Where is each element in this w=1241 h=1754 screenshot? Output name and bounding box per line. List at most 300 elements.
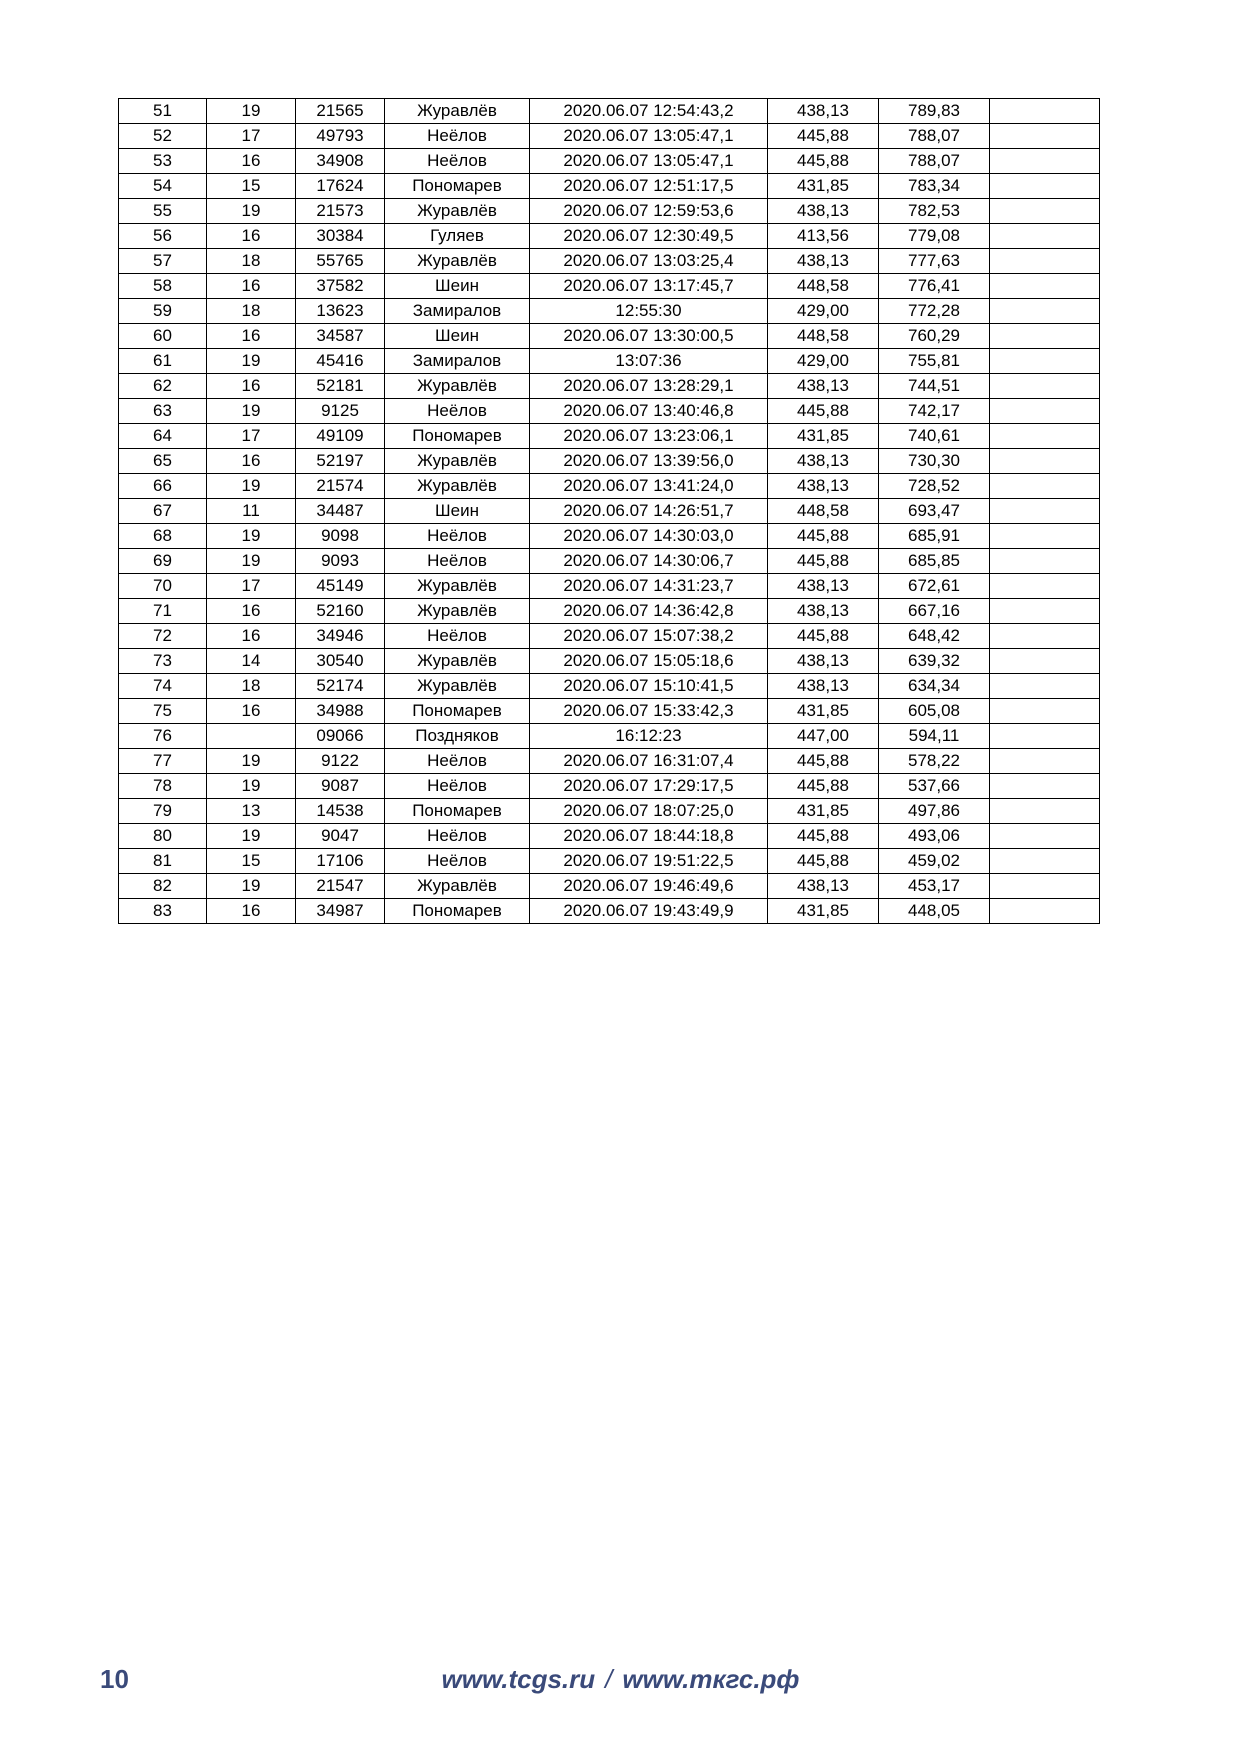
table-cell: 52174 <box>296 674 385 699</box>
table-cell: 57 <box>119 249 207 274</box>
table-cell: 445,88 <box>768 399 879 424</box>
table-cell <box>990 574 1100 599</box>
table-cell: 19 <box>207 199 296 224</box>
table-cell: 34987 <box>296 899 385 924</box>
table-cell: 2020.06.07 15:05:18,6 <box>530 649 768 674</box>
table-cell: 445,88 <box>768 824 879 849</box>
table-cell: 438,13 <box>768 599 879 624</box>
table-cell: 2020.06.07 13:41:24,0 <box>530 474 768 499</box>
table-cell: 445,88 <box>768 849 879 874</box>
table-cell: Неёлов <box>385 399 530 424</box>
table-cell: 34487 <box>296 499 385 524</box>
table-cell: 16 <box>207 899 296 924</box>
table-cell: 2020.06.07 15:07:38,2 <box>530 624 768 649</box>
table-cell: 75 <box>119 699 207 724</box>
table-cell: 429,00 <box>768 349 879 374</box>
table-cell: 2020.06.07 15:10:41,5 <box>530 674 768 699</box>
table-row <box>119 199 1100 224</box>
table-row <box>119 224 1100 249</box>
table-cell: Журавлёв <box>385 199 530 224</box>
table-cell: 77 <box>119 749 207 774</box>
table-cell: 69 <box>119 549 207 574</box>
table-row <box>119 599 1100 624</box>
table-cell <box>990 299 1100 324</box>
table-row <box>119 724 1100 749</box>
table-cell: 45416 <box>296 349 385 374</box>
table-cell: 62 <box>119 374 207 399</box>
table-row <box>119 774 1100 799</box>
table-cell: 18 <box>207 299 296 324</box>
table-cell: 438,13 <box>768 374 879 399</box>
table-cell: 19 <box>207 474 296 499</box>
table-cell: 2020.06.07 13:03:25,4 <box>530 249 768 274</box>
table-cell: 17 <box>207 574 296 599</box>
table-cell: Неёлов <box>385 549 530 574</box>
table-cell: 64 <box>119 424 207 449</box>
table-cell: 755,81 <box>879 349 990 374</box>
table-row <box>119 374 1100 399</box>
table-cell: 634,34 <box>879 674 990 699</box>
table-cell: 14 <box>207 649 296 674</box>
table-cell: 648,42 <box>879 624 990 649</box>
table-row <box>119 399 1100 424</box>
table-cell <box>990 774 1100 799</box>
table-cell: 9047 <box>296 824 385 849</box>
table-cell: 16:12:23 <box>530 724 768 749</box>
table-cell: 52181 <box>296 374 385 399</box>
table-row <box>119 124 1100 149</box>
table-row <box>119 149 1100 174</box>
table-cell: 9087 <box>296 774 385 799</box>
table-cell: 782,53 <box>879 199 990 224</box>
table-cell <box>990 399 1100 424</box>
table-cell: 16 <box>207 599 296 624</box>
table-cell: 34946 <box>296 624 385 649</box>
table-cell <box>990 149 1100 174</box>
table-cell: Пономарев <box>385 424 530 449</box>
table-cell: 431,85 <box>768 899 879 924</box>
table-cell: 34908 <box>296 149 385 174</box>
table-cell: 76 <box>119 724 207 749</box>
table-cell: 16 <box>207 149 296 174</box>
table-row <box>119 99 1100 124</box>
table-cell: 2020.06.07 18:07:25,0 <box>530 799 768 824</box>
table-cell: 2020.06.07 14:30:06,7 <box>530 549 768 574</box>
table-cell: 2020.06.07 19:51:22,5 <box>530 849 768 874</box>
table-cell <box>990 349 1100 374</box>
table-row <box>119 899 1100 924</box>
table-cell: 19 <box>207 874 296 899</box>
table-cell: 14538 <box>296 799 385 824</box>
table-cell: 61 <box>119 349 207 374</box>
table-cell: 779,08 <box>879 224 990 249</box>
table-row <box>119 574 1100 599</box>
table-cell: 52160 <box>296 599 385 624</box>
table-cell <box>990 474 1100 499</box>
table-cell: Журавлёв <box>385 374 530 399</box>
table-cell <box>990 524 1100 549</box>
table-cell: Неёлов <box>385 774 530 799</box>
results-table-body <box>119 99 1100 924</box>
table-cell: 18 <box>207 674 296 699</box>
table-cell: 81 <box>119 849 207 874</box>
table-cell: 459,02 <box>879 849 990 874</box>
table-cell <box>990 99 1100 124</box>
table-cell: 16 <box>207 624 296 649</box>
table-cell: 19 <box>207 549 296 574</box>
table-cell: 19 <box>207 524 296 549</box>
table-cell: 445,88 <box>768 524 879 549</box>
table-cell: 60 <box>119 324 207 349</box>
table-cell: 49109 <box>296 424 385 449</box>
table-cell: Неёлов <box>385 749 530 774</box>
table-cell: 2020.06.07 13:05:47,1 <box>530 149 768 174</box>
table-cell: 70 <box>119 574 207 599</box>
table-row <box>119 324 1100 349</box>
table-cell <box>990 249 1100 274</box>
table-cell: 685,85 <box>879 549 990 574</box>
table-row <box>119 824 1100 849</box>
table-cell: Журавлёв <box>385 874 530 899</box>
table-cell <box>990 374 1100 399</box>
table-cell: Пономарев <box>385 799 530 824</box>
table-cell: Замиралов <box>385 299 530 324</box>
table-cell: 16 <box>207 449 296 474</box>
table-cell <box>990 324 1100 349</box>
table-cell: 2020.06.07 14:26:51,7 <box>530 499 768 524</box>
table-row <box>119 649 1100 674</box>
table-cell: 777,63 <box>879 249 990 274</box>
table-cell: 445,88 <box>768 549 879 574</box>
table-cell: Журавлёв <box>385 449 530 474</box>
table-cell: 17624 <box>296 174 385 199</box>
table-cell: 2020.06.07 13:40:46,8 <box>530 399 768 424</box>
table-cell: 2020.06.07 19:46:49,6 <box>530 874 768 899</box>
table-row <box>119 274 1100 299</box>
table-row <box>119 874 1100 899</box>
table-cell: 2020.06.07 15:33:42,3 <box>530 699 768 724</box>
table-row <box>119 524 1100 549</box>
table-cell: 13623 <box>296 299 385 324</box>
table-cell: Журавлёв <box>385 99 530 124</box>
table-cell: 74 <box>119 674 207 699</box>
table-cell: 744,51 <box>879 374 990 399</box>
table-cell: 52 <box>119 124 207 149</box>
table-cell <box>990 174 1100 199</box>
table-cell: 431,85 <box>768 424 879 449</box>
table-cell: Неёлов <box>385 149 530 174</box>
table-cell: 19 <box>207 774 296 799</box>
table-cell: 17 <box>207 124 296 149</box>
table-cell: 66 <box>119 474 207 499</box>
table-cell: 672,61 <box>879 574 990 599</box>
footer-link-tkgs[interactable]: www.ткгс.рф <box>622 1664 800 1694</box>
table-cell: 13:07:36 <box>530 349 768 374</box>
table-cell: 2020.06.07 13:05:47,1 <box>530 124 768 149</box>
table-cell: Журавлёв <box>385 474 530 499</box>
footer-separator: / <box>605 1664 613 1694</box>
table-cell: 445,88 <box>768 149 879 174</box>
table-cell: 45149 <box>296 574 385 599</box>
table-cell <box>990 724 1100 749</box>
table-row <box>119 424 1100 449</box>
table-cell: Журавлёв <box>385 649 530 674</box>
table-cell: Журавлёв <box>385 674 530 699</box>
table-cell <box>990 649 1100 674</box>
table-cell: 83 <box>119 899 207 924</box>
table-cell: 2020.06.07 13:28:29,1 <box>530 374 768 399</box>
table-cell: 2020.06.07 12:30:49,5 <box>530 224 768 249</box>
table-cell: 730,30 <box>879 449 990 474</box>
table-cell <box>990 424 1100 449</box>
table-row <box>119 449 1100 474</box>
table-cell <box>990 674 1100 699</box>
table-cell: 19 <box>207 399 296 424</box>
table-cell: 445,88 <box>768 774 879 799</box>
table-cell: 438,13 <box>768 874 879 899</box>
table-cell: 788,07 <box>879 124 990 149</box>
table-cell: 59 <box>119 299 207 324</box>
table-cell: 68 <box>119 524 207 549</box>
table-cell: Неёлов <box>385 524 530 549</box>
table-cell: 453,17 <box>879 874 990 899</box>
table-cell <box>990 749 1100 774</box>
table-row <box>119 299 1100 324</box>
table-cell: 16 <box>207 224 296 249</box>
table-cell: 16 <box>207 324 296 349</box>
table-cell: 9093 <box>296 549 385 574</box>
footer-links <box>0 1664 1241 1695</box>
table-cell: Замиралов <box>385 349 530 374</box>
table-cell: 448,58 <box>768 274 879 299</box>
table-cell: 431,85 <box>768 799 879 824</box>
footer-link-tcgs[interactable]: www.tcgs.ru <box>441 1664 596 1694</box>
table-cell: 772,28 <box>879 299 990 324</box>
table-cell: 9122 <box>296 749 385 774</box>
table-cell: Пономарев <box>385 174 530 199</box>
table-cell <box>990 499 1100 524</box>
table-row <box>119 749 1100 774</box>
table-cell: 49793 <box>296 124 385 149</box>
table-cell: 448,58 <box>768 499 879 524</box>
table-cell: 18 <box>207 249 296 274</box>
table-cell: Пономарев <box>385 899 530 924</box>
page-number: 10 <box>100 1664 129 1694</box>
table-cell: 605,08 <box>879 699 990 724</box>
table-cell: Поздняков <box>385 724 530 749</box>
table-cell: 438,13 <box>768 99 879 124</box>
table-cell: 58 <box>119 274 207 299</box>
table-cell: 438,13 <box>768 249 879 274</box>
table-cell: 19 <box>207 749 296 774</box>
table-cell: 2020.06.07 19:43:49,9 <box>530 899 768 924</box>
table-cell: 2020.06.07 18:44:18,8 <box>530 824 768 849</box>
table-cell: 9125 <box>296 399 385 424</box>
table-cell: Неёлов <box>385 624 530 649</box>
table-cell: Шеин <box>385 499 530 524</box>
table-cell: 21547 <box>296 874 385 899</box>
table-cell: 73 <box>119 649 207 674</box>
table-cell: 56 <box>119 224 207 249</box>
table-cell: 80 <box>119 824 207 849</box>
table-cell: 19 <box>207 99 296 124</box>
table-cell: 438,13 <box>768 674 879 699</box>
table-cell: 21574 <box>296 474 385 499</box>
table-cell <box>990 549 1100 574</box>
table-cell: Неёлов <box>385 849 530 874</box>
table-cell: 639,32 <box>879 649 990 674</box>
table-cell: 438,13 <box>768 649 879 674</box>
table-cell: Неёлов <box>385 124 530 149</box>
table-cell: 63 <box>119 399 207 424</box>
table-cell: 2020.06.07 13:30:00,5 <box>530 324 768 349</box>
table-cell: Пономарев <box>385 699 530 724</box>
table-cell: 2020.06.07 13:23:06,1 <box>530 424 768 449</box>
table-cell <box>990 124 1100 149</box>
table-cell: 2020.06.07 13:17:45,7 <box>530 274 768 299</box>
table-cell: 685,91 <box>879 524 990 549</box>
table-cell: 693,47 <box>879 499 990 524</box>
table-cell: Шеин <box>385 324 530 349</box>
table-cell <box>990 199 1100 224</box>
table-cell: 15 <box>207 174 296 199</box>
table-cell: 578,22 <box>879 749 990 774</box>
table-cell: 17 <box>207 424 296 449</box>
table-cell <box>990 849 1100 874</box>
table-cell: 493,06 <box>879 824 990 849</box>
table-cell: 2020.06.07 14:36:42,8 <box>530 599 768 624</box>
table-cell: 728,52 <box>879 474 990 499</box>
table-row <box>119 624 1100 649</box>
table-cell: 16 <box>207 274 296 299</box>
table-cell: 537,66 <box>879 774 990 799</box>
table-cell: 431,85 <box>768 174 879 199</box>
table-cell: 445,88 <box>768 624 879 649</box>
table-cell: 2020.06.07 14:30:03,0 <box>530 524 768 549</box>
table-cell: 34988 <box>296 699 385 724</box>
table-cell <box>990 224 1100 249</box>
table-cell: 2020.06.07 12:54:43,2 <box>530 99 768 124</box>
table-cell: Неёлов <box>385 824 530 849</box>
table-cell: 760,29 <box>879 324 990 349</box>
table-cell: 16 <box>207 374 296 399</box>
table-row <box>119 249 1100 274</box>
table-cell: 445,88 <box>768 749 879 774</box>
table-cell <box>990 874 1100 899</box>
table-cell <box>990 624 1100 649</box>
table-cell: 9098 <box>296 524 385 549</box>
table-cell: 776,41 <box>879 274 990 299</box>
table-cell: 2020.06.07 12:59:53,6 <box>530 199 768 224</box>
table-cell <box>990 449 1100 474</box>
table-cell: 788,07 <box>879 149 990 174</box>
table-cell: 740,61 <box>879 424 990 449</box>
table-row <box>119 499 1100 524</box>
table-cell <box>990 799 1100 824</box>
table-cell: 30540 <box>296 649 385 674</box>
table-cell: Шеин <box>385 274 530 299</box>
table-cell: 21573 <box>296 199 385 224</box>
table-cell: 16 <box>207 699 296 724</box>
table-cell: 438,13 <box>768 199 879 224</box>
table-row <box>119 699 1100 724</box>
table-cell <box>207 724 296 749</box>
table-cell: 52197 <box>296 449 385 474</box>
table-cell: Гуляев <box>385 224 530 249</box>
table-cell: 497,86 <box>879 799 990 824</box>
table-cell: 447,00 <box>768 724 879 749</box>
table-cell: 15 <box>207 849 296 874</box>
table-row <box>119 474 1100 499</box>
table-cell: 783,34 <box>879 174 990 199</box>
table-cell: 55 <box>119 199 207 224</box>
table-cell: 789,83 <box>879 99 990 124</box>
table-cell: 65 <box>119 449 207 474</box>
table-cell: Журавлёв <box>385 599 530 624</box>
table-cell: 2020.06.07 12:51:17,5 <box>530 174 768 199</box>
table-row <box>119 174 1100 199</box>
table-row <box>119 349 1100 374</box>
table-cell <box>990 899 1100 924</box>
table-cell: 448,05 <box>879 899 990 924</box>
table-cell: 2020.06.07 14:31:23,7 <box>530 574 768 599</box>
table-cell: 09066 <box>296 724 385 749</box>
table-cell: 742,17 <box>879 399 990 424</box>
table-cell: 438,13 <box>768 449 879 474</box>
table-cell: 17106 <box>296 849 385 874</box>
table-cell <box>990 274 1100 299</box>
table-row <box>119 674 1100 699</box>
table-cell: 30384 <box>296 224 385 249</box>
table-cell: 12:55:30 <box>530 299 768 324</box>
table-cell: 445,88 <box>768 124 879 149</box>
table-cell: 19 <box>207 349 296 374</box>
table-cell: 2020.06.07 17:29:17,5 <box>530 774 768 799</box>
table-cell: 78 <box>119 774 207 799</box>
table-cell: 51 <box>119 99 207 124</box>
table-cell: 72 <box>119 624 207 649</box>
table-cell: 2020.06.07 13:39:56,0 <box>530 449 768 474</box>
table-cell <box>990 824 1100 849</box>
table-cell <box>990 699 1100 724</box>
table-cell: 53 <box>119 149 207 174</box>
table-cell: 413,56 <box>768 224 879 249</box>
results-table <box>118 98 1100 924</box>
table-cell: 431,85 <box>768 699 879 724</box>
table-cell: 11 <box>207 499 296 524</box>
table-cell: 429,00 <box>768 299 879 324</box>
table-row <box>119 799 1100 824</box>
table-cell: 71 <box>119 599 207 624</box>
table-cell: 438,13 <box>768 574 879 599</box>
table-cell: 13 <box>207 799 296 824</box>
table-cell: 2020.06.07 16:31:07,4 <box>530 749 768 774</box>
table-cell: 79 <box>119 799 207 824</box>
table-cell: 67 <box>119 499 207 524</box>
table-cell: 54 <box>119 174 207 199</box>
table-cell: 37582 <box>296 274 385 299</box>
table-cell: 21565 <box>296 99 385 124</box>
table-cell <box>990 599 1100 624</box>
table-cell: 667,16 <box>879 599 990 624</box>
table-row <box>119 549 1100 574</box>
table-cell: 55765 <box>296 249 385 274</box>
table-cell: 82 <box>119 874 207 899</box>
table-cell: Журавлёв <box>385 574 530 599</box>
table-cell: Журавлёв <box>385 249 530 274</box>
table-cell: 594,11 <box>879 724 990 749</box>
table-cell: 34587 <box>296 324 385 349</box>
